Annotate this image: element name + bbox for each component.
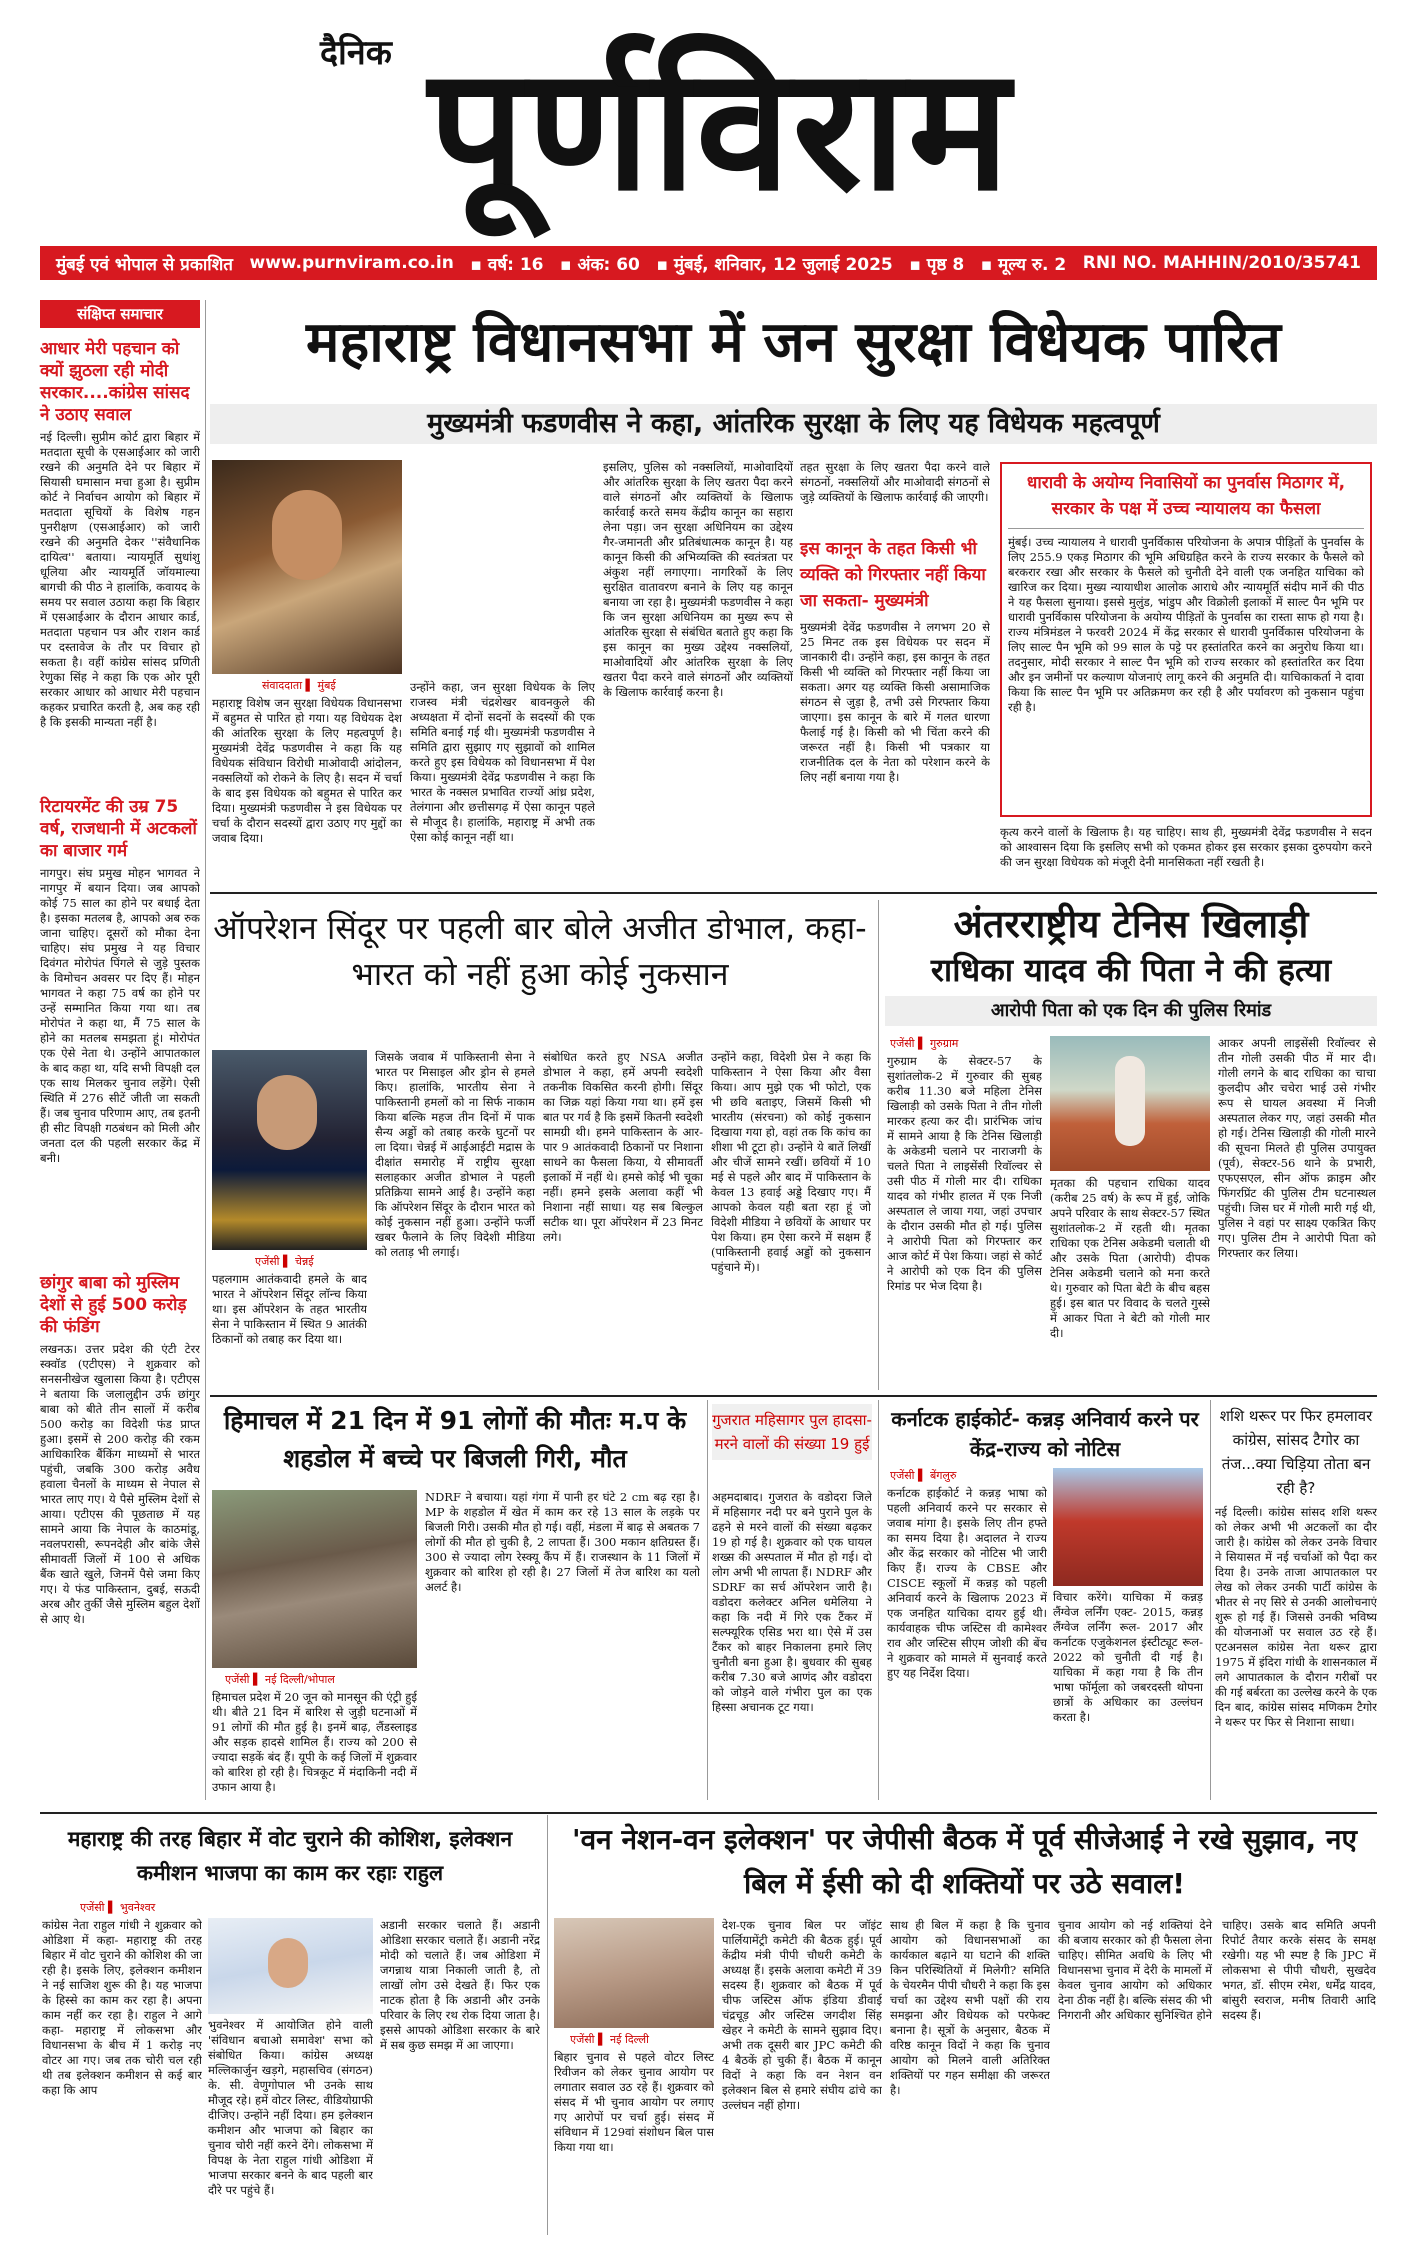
date: ▪ मुंबई, शनिवार, 12 जुलाई 2025 xyxy=(656,254,893,275)
shashi-body: नई दिल्ली। कांग्रेस सांसद शशि थरूर को लेकर अभी भी अटकलों का दौर जारी है। कांग्रेस को लेकर उनके विचार ने सियासत में नई चर्चाओं को पैदा कर दिया है। उनके ताजा आपातकाल पर लेख को लेकर उनकी पार्टी कांग्रेस के भीतर से नए सिरे से उनकी आलोचनाएं शुरू हो गई हैं। जिससे उनकी भविष्य की योजनाओं पर सवाल उठ रहे हैं। एटअनसल कांग्रेस नेता थरूर द्वारा 1975 में इंदिरा गांधी के शासनकाल में लगे आपातकाल के दौरान गरीबों पर की गई बर्बरता का उल्लेख करने के एक दिन बाद, कांग्रेस सांसद मणिकम टैगोर ने थरूर पर फिर से निशाना साधा। xyxy=(1215,1505,1377,1729)
himachal-headline: हिमाचल में 21 दिन में 91 लोगों की मौतः म.प के शहडोल में बच्चे पर बिजली गिरी, मौत xyxy=(223,1406,687,1473)
website-link[interactable]: www.purnviram.co.in xyxy=(249,253,454,273)
issue: ▪ अंक: 60 xyxy=(560,254,640,275)
himachal-credit: एजेंसी ▌ नई दिल्ली/भोपाल xyxy=(225,1673,335,1686)
karnataka-credit: एजेंसी ▌ बेंगलुरु xyxy=(890,1469,957,1482)
section-divider-2 xyxy=(210,1395,1377,1397)
lead-col-1: महाराष्ट्र विशेष जन सुरक्षा विधेयक विधानसभा में बहुमत से पारित हो गया। यह विधेयक देश की आंतरिक सुरक्षा के लिए महत्वपूर्ण है। मुख्यमंत्री देवेंद्र फडणवीस ने कहा कि यह विधेयक संविधान विरोधी माओवादी आंदोलन, नक्सलियों को रोकने के लिए है। सदन में चर्चा के बाद इस विधेयक को बहुमत से पारित कर दिया। मुख्यमंत्री फडणवीस ने इस विधेयक पर चर्चा के दौरान सदस्यों द्वारा उठाए गए मुद्दों का जवाब दिया। xyxy=(212,696,402,845)
onenation-col-1: देश-एक चुनाव बिल पर जॉइंट पार्लियामेंट्री कमेटी की बैठक हुई। पूर्व केंद्रीय मंत्री पीपी चौधरी कमेटी के अध्यक्ष हैं। इसके अलावा कमेटी में 39 सदस्य हैं। शुक्रवार को बैठक में पूर्व चीफ जस्टिस ऑफ इंडिया डीवाई चंद्रचूड़ और जस्टिस जगदीश सिंह खेहर ने कमेटी के सामने सुझाव दिए। अभी तक दूसरी बार JPC कमेटी की 4 बैठकें हो चुकी हैं। बैठक में कानून विदों ने कहा कि वन नेशन वन इलेक्शन बिल से हमारे संघीय ढांचे का उल्लंघन नहीं होगा। xyxy=(722,1918,882,2112)
masthead-title: पूर्णविराम xyxy=(428,31,1012,229)
tennis-photo xyxy=(1050,1036,1210,1171)
pages: ▪ पृष्ठ 8 xyxy=(909,254,965,275)
doval-col-4: उन्होंने कहा, विदेशी प्रेस ने कहा कि पाकिस्तान ने ऐसा किया और वैसा किया। आप मुझे एक भी फोटो, एक भी छवि बताइए, जिसमें किसी भी भारतीय (संरचना) को कोई नुकसान दिखाया गया हो, वहां तक कि कांच का शीशा भी टूटा हो। उन्होंने ये बातें लिखीं और चीजें सामने रखीं। छवियों में 10 मई से पहले और बाद में पाकिस्तान के केवल 13 हवाई अड्डे दिखाए गए। मैं आपको केवल यही बता रहा हूं जो विदेशी मीडिया ने छवियों के आधार पर पेश किया। हम ऐसा करने में सक्षम हैं (पाकिस्तानी हवाई अड्डों को नुकसान पहुंचाने में)। xyxy=(711,1050,871,1274)
tennis-headline-2: राधिका यादव की पिता ने की हत्या xyxy=(930,951,1332,989)
doval-credit: एजेंसी ▌ चेन्नई xyxy=(255,1255,314,1268)
price: ▪ मूल्य रु. 2 xyxy=(980,254,1067,275)
tennis-credit: एजेंसी ▌ गुरुग्राम xyxy=(890,1037,959,1050)
published-from: मुंबई एवं भोपाल से प्रकाशित xyxy=(56,254,233,275)
brief-3-body: लखनऊ। उत्तर प्रदेश की एंटी टेरर स्क्वॉड (एटीएस) ने शुक्रवार को सनसनीखेज खुलासा किया है। एटीएस ने बताया कि जलालुद्दीन उर्फ छांगुर बाबा को बीते तीन सालों में करीब 500 करोड़ का विदेशी फंड प्राप्त हुआ। इसमें से 200 करोड़ की रकम आधिकारिक बैंकिंग माध्यमों से भारत पहुंची, जबकि 300 करोड़ अवैध हवाला चैनलों के माध्यम से नेपाल से भारत लाए गए। ये पैसे मुस्लिम देशों से आया। एटीएस की पूछताछ में यह सामने आया कि नेपाल के काठमांडू, नवलपरासी, रूपनदेही और बांके जैसे सीमावर्ती जिलों में 100 से अधिक बैंक खाते खुले, जिनमें पैसे जमा किए गए। ये फंड पाकिस्तान, दुबई, सऊदी अरब और तुर्की जैसे मुस्लिम बहुल देशों से आए थे। xyxy=(40,1342,200,1626)
onenation-col-4: चुनाव आयोग को नई शक्तियां देने की बजाय सरकार को ही फैसला लेना चाहिए। सीमित अवधि के लिए भी विधानसभा चुनाव में देरी के मामलों में केवल चुनाव आयोग को अधिकार देना ठीक नहीं है। बल्कि संसद की भी निगरानी और अधिकार सुनिश्चित होने चाहिए। उसके बाद समिति अपनी रिपोर्ट तैयार करके संसद के समक्ष रखेगी। यह भी स्पष्ट है कि JPC में लोकसभा से पीपी चौधरी, सुखदेव भगत, डॉ. सीएम रमेश, धर्मेंद्र यादव, बांसुरी स्वराज, मनीष तिवारी आदि सदस्य हैं। xyxy=(1058,1918,1376,2022)
masthead-daily: दैनिक xyxy=(320,33,392,73)
col-divider-gujarat xyxy=(707,1400,708,1800)
dharavi-box xyxy=(1000,462,1372,817)
onenation-credit: एजेंसी ▌ नई दिल्ली xyxy=(570,2033,649,2046)
doval-headline: ऑपरेशन सिंदूर पर पहली बार बोले अजीत डोभाल, कहा- भारत को नहीं हुआ कोई नुकसान xyxy=(213,909,867,993)
lead-col-2: उन्होंने कहा, जन सुरक्षा विधेयक के लिए राजस्व मंत्री चंद्रशेखर बावनकुले की अध्यक्षता में दोनों सदनों के सदस्यों की एक समिति बनाई गई थी। मुख्यमंत्री फडणवीस ने समिति द्वारा सुझाए गए सुझावों को शामिल करते हुए इस विधेयक को विधानसभा में पेश किया। मुख्यमंत्री देवेंद्र फडणवीस ने कहा कि भारत के नक्सल प्रभावित राज्यों आंध्र प्रदेश, तेलंगाना और छत्तीसगढ़ में ऐसा कानून पहले से मौजूद है। हालांकि, महाराष्ट्र में अभी तक ऐसा कोई कानून नहीं था। xyxy=(410,680,595,844)
rahul-col-2: भुवनेश्वर में आयोजित होने वाली 'संविधान बचाओ समावेश' सभा को संबोधित किया। कांग्रेस अध्यक्ष मल्लिकार्जुन खड़गे, महासचिव (संगठन) के. सी. वेणुगोपाल भी उनके साथ मौजूद रहे। हमें वोटर लिस्ट, वीडियोग्राफी दीजिए। उन्होंने नहीं दिया। हम इलेक्शन कमीशन और भाजपा को बिहार का चुनाव चोरी नहीं करने देंगे। लोकसभा में विपक्ष के नेता राहुल गांधी ओडिशा में भाजपा सरकार बनने के बाद पहली बार दौरे पर पहुंचे हैं। xyxy=(208,2018,373,2197)
onenation-photo xyxy=(554,1918,714,2028)
col-divider-onenation xyxy=(547,1815,548,2235)
lead-col-5: कृत्य करने वालों के खिलाफ है। यह चाहिए। साथ ही, मुख्यमंत्री देवेंद्र फडणवीस ने सदन को आश्वासन दिया कि इसलिए सभी को एकमत होकर इस सरकार इसका दुरुपयोग करने की जन सुरक्षा विधेयक को मंजूरी देनी मानसिकता नहीं रखती है। xyxy=(1000,825,1372,869)
karnataka-headline: कर्नाटक हाईकोर्ट- कन्नड़ अनिवार्य करने पर केंद्र-राज्य को नोटिस xyxy=(891,1407,1199,1461)
lead-col-4a: तहत सुरक्षा के लिए खतरा पैदा करने वाले संगठनों, नक्सलियों और माओवादी संगठनों से जुड़े व्यक्तियों के खिलाफ कार्रवाई की जाएगी। xyxy=(800,460,990,504)
rni-number: RNI NO. MAHHIN/2010/35741 xyxy=(1082,253,1361,273)
lead-col-4 xyxy=(800,460,990,885)
himachal-col-2: NDRF ने बचाया। यहां गंगा में पानी हर घंटे 2 cm बढ़ रहा है। MP के शहडोल में खेत में काम कर रहे 13 साल के लड़के पर बिजली गिरी। उसकी मौत हो गई। वहीं, मंडला में बाढ़ से अबतक 7 लोगों की मौत हो चुकी है, 2 लापता हैं। 300 मकान क्षतिग्रस्त हैं। 300 से ज्यादा लोग रेस्क्यू कैंप में हैं। राजस्थान के 11 जिलों में शुक्रवार को बारिश हो रही है। 27 जिलों में तेज बारिश का यलो अलर्ट है। xyxy=(425,1490,700,1594)
col-divider-tennis xyxy=(878,900,879,1390)
section-divider-1 xyxy=(210,892,1377,894)
col-divider-karnataka xyxy=(878,1400,879,1800)
gujarat-headline: गुजरात महिसागर पुल हादसा- मरने वालों की संख्या 19 हुई xyxy=(712,1404,872,1460)
tennis-col-1: गुरुग्राम के सेक्टर-57 के सुशांतलोक-2 में गुरुवार की सुबह करीब 11.30 बजे महिला टेनिस खिलाड़ी को उसके पिता ने तीन गोली मारकर हत्या कर दी। प्रारंभिक जांच में सामने आया है कि टेनिस खिलाड़ी के अकेडमी चलाने पर नाराजगी के चलते पिता ने लाइसेंसी रिवॉल्वर से उसी पीठ में गोली मार दी। राधिका यादव को गंभीर हालत में एक निजी अस्पताल ले जाया गया, जहां उपचार के दौरान उसकी मौत हो गई। पुलिस ने आरोपी पिता को गिरफ्तार कर आज कोर्ट में पेश किया। जहां से कोर्ट ने आरोपी को एक दिन की पुलिस रिमांड पर भेज दिया है। xyxy=(887,1054,1042,1293)
tennis-col-2: मृतका की पहचान राधिका यादव (करीब 25 वर्ष) के रूप में हुई, जोकि अपने परिवार के साथ सेक्टर-57 स्थित सुशांतलोक-2 में रहती थी। मृतका राधिका एक टेनिस अकेडमी चलाती थी और उसके पिता (आरोपी) दीपक टेनिस अकेडमी चलाने को मना करते थे। गुरुवार को पिता बेटी के बीच बहस हुई। इस बात पर विवाद के चलते गुस्से में आकर पिता ने बेटी को गोली मार दी। xyxy=(1050,1176,1210,1340)
himachal-photo xyxy=(212,1490,417,1668)
person-shape xyxy=(272,490,342,580)
lead-credit: संवाददाता ▌ मुंबई xyxy=(262,679,336,692)
person-shape xyxy=(257,1075,317,1150)
person-shape xyxy=(268,1938,308,1988)
sidebar-tag: संक्षिप्त समाचार xyxy=(40,300,200,328)
tennis-headline-1: अंतरराष्ट्रीय टेनिस खिलाड़ी xyxy=(953,902,1309,946)
rahul-headline: महाराष्ट्र की तरह बिहार में वोट चुराने की कोशिश, इलेक्शन कमीशन भाजपा का काम कर रहाः राहुल xyxy=(67,1827,513,1885)
rahul-credit: एजेंसी ▌ भुवनेश्वर xyxy=(80,1901,156,1914)
lead-col-4b: मुख्यमंत्री देवेंद्र फडणवीस ने लगभग 20 से 25 मिनट तक इस विधेयक पर सदन में जानकारी दी। उन्होंने कहा, इस कानून के तहत किसी भी व्यक्ति को गिरफ्तार नहीं किया जा सकता। अगर यह व्यक्ति किसी असामाजिक संगठन से जुड़ा है, तभी उसे गिरफ्तार किया जाएगा। इस कानून के बारे में गलत धारणा फैलाई गई है। किसी को भी चिंता करने की जरूरत नहीं है। किसी भी पत्रकार या राजनीतिक दल के नेता को परेशान करने के लिए नहीं बनाया गया है। xyxy=(800,620,990,784)
lead-subhead: मुख्यमंत्री फडणवीस ने कहा, आंतरिक सुरक्षा के लिए यह विधेयक महत्वपूर्ण xyxy=(210,404,1377,444)
onenation-col-2: बिहार चुनाव से पहले वोटर लिस्ट रिवीजन को लेकर चुनाव आयोग पर लगातार सवाल उठ रहे हैं। शुक्रवार को संसद में भी चुनाव आयोग पर लगाए गए आरोपों पर चर्चा हुई। संसद में संविधान में 129वां संशोधन बिल पास किया गया था। xyxy=(554,2050,714,2154)
onenation-headline: 'वन नेशन-वन इलेक्शन' पर जेपीसी बैठक में पूर्व सीजेआई ने रखे सुझाव, नए बिल में ईसी को दी शक्तियों पर उठे सवाल! xyxy=(572,1823,1357,1900)
col-divider-shashi xyxy=(1210,1400,1211,1800)
lead-col-4-head: इस कानून के तहत किसी भी व्यक्ति को गिरफ्तार नहीं किया जा सकता- मुख्यमंत्री xyxy=(800,539,986,611)
karnataka-col-2: विचार करेंगे। याचिका में कन्नड़ लैंग्वेज लर्निंग एक्ट- 2015, कन्नड़ लैंग्वेज लर्निंग रूल- 2017 और कर्नाटक एजुकेशनल इंस्टीट्यूट रूल- 2022 को चुनौती दी गई है। याचिका में कहा गया है कि तीन भाषा फॉर्मूला को जबरदस्ती थोपना छात्रों के अधिकार का उल्लंघन करता है। xyxy=(1053,1590,1203,1724)
gujarat-body: अहमदाबाद। गुजरात के वडोदरा जिले में महिसागर नदी पर बने पुराने पुल के ढहने से मरने वालों की संख्या बढ़कर 19 हो गई है। शुक्रवार को एक घायल शख्स की अस्पताल में मौत हो गई। दो लोग अभी भी लापता हैं। NDRF और SDRF का सर्च ऑपरेशन जारी है। वडोदरा कलेक्टर अनिल धमेलिया ने कहा कि नदी में गिरे एक टैंकर में सल्फ्यूरिक एसिड भरा था। ऐसे में उस टैंकर को बाहर निकालना हमारे लिए चुनौती बना हुआ है। बुधवार की सुबह करीब 7.30 बजे आणंद और वडोदरा को जोड़ने वाले गंभीरा पुल का एक हिस्सा अचानक टूट गया। xyxy=(712,1490,872,1714)
year: ▪ वर्ष: 16 xyxy=(470,254,544,275)
tennis-col-3: आकर अपनी लाइसेंसी रिवॉल्वर से तीन गोली उसकी पीठ में मार दी। गोली लगने के बाद राधिका का चाचा कुलदीप और चचेरा भाई उसे गंभीर रूप से घायल अवस्था में निजी अस्पताल लेकर गए, जहां उसकी मौत हो गई। टेनिस खिलाड़ी की गोली मारने की सूचना मिलते ही पुलिस उपायुक्त (पूर्व), सेक्टर-56 थाने के प्रभारी, एफएसएल, सीन ऑफ क्राइम और फिंगरप्रिंट की पुलिस टीम घटनास्थल पहुंची। जिस घर में गोली मारी गई थी, पुलिस ने वहां पर साक्ष्य एकत्रित किए गए। पुलिस टीम ने आरोपी पिता को गिरफ्तार कर लिया। xyxy=(1218,1036,1376,1260)
brief-2-title: रिटायरमेंट की उम्र 75 वर्ष, राजधानी में अटकलों का बाजार गर्म xyxy=(40,797,197,861)
dharavi-headline: धारावी के अयोग्य निवासियों का पुनर्वास मिठागर में, सरकार के पक्ष में उच्च न्यायालय का फैसला xyxy=(1026,473,1346,519)
doval-photo xyxy=(212,1050,367,1250)
lead-col-3: इसलिए, पुलिस को नक्सलियों, माओवादियों और आंतरिक सुरक्षा के लिए खतरा पैदा करने वाले संगठनों और व्यक्तियों के खिलाफ कार्रवाई करते समय केंद्रीय कानून का सहारा लेना पड़ा। जन सुरक्षा अधिनियम का उद्देश्य गैर-जमानती और प्रतिबंधात्मक कानून है। यह कानून किसी की अभिव्यक्ति की स्वतंत्रता पर अंकुश नहीं लगाएगा। नागरिकों के लिए सुरक्षित वातावरण बनाने के लिए यह कानून बनाया जा रहा है। मुख्यमंत्री फडणवीस ने कहा कि जन सुरक्षा अधिनियम का मुख्य रूप से आंतरिक सुरक्षा से संबंधित बताते हुए कहा कि इस कानून का मुख्य उद्देश्य नक्सलियों, माओवादियों और आंतरिक सुरक्षा के लिए खतरा पैदा करने वाले संगठनों और व्यक्तियों के खिलाफ कार्रवाई करना है। xyxy=(603,460,793,699)
rahul-photo xyxy=(208,1918,373,2014)
person-shape xyxy=(1115,1056,1145,1146)
dharavi-body: मुंबई। उच्च न्यायालय ने धारावी पुनर्विकास परियोजना के अपात्र पीड़ितों के पुनर्वास के लिए 255.9 एकड़ मिठागर की भूमि अधिग्रहित करने के राज्य सरकार के फैसले को बरकरार रखा और सरकार के फैसले को चुनौती देने वाली एक जनहित याचिका को खारिज कर दिया। मुख्य न्यायाधीश आलोक आराधे और न्यायमूर्ति संदीप मार्ने की पीठ ने यह फैसला सुनाया। इससे मुलुंड, भांडुप और विक्रोली इलाकों में साल्ट पैन भूमि पर धारावी पुनर्विकास परियोजना के अयोग्य पीड़ितों के पुनर्वास का रास्ता साफ हो गया है। राज्य मंत्रिमंडल ने फरवरी 2024 में केंद्र सरकार से धारावी पुनर्विकास परियोजना के लिए साल्ट पैन भूमि को 99 साल के पट्टे पर हस्तांतरित करने का अनुरोध किया था। तदनुसार, मोदी सरकार ने साल्ट पैन भूमि को राज्य सरकार को हस्तांतरित कर दिया और इन जमीनों पर कल्याण योजनाएं लागू करने की अनुमति दी। याचिकाकर्ता ने दावा किया कि साल्ट पैन भूमि पर अतिक्रमण कर रही है और पर्यावरण को नुकसान पहुंचा रही है। xyxy=(1008,535,1364,714)
onenation-col-3: साथ ही बिल में कहा है कि चुनाव आयोग को विधानसभाओं का कार्यकाल बढ़ाने या घटाने की शक्ति किन परिस्थितियों में मिलेगी? समिति के चेयरमैन पीपी चौधरी ने कहा कि इस चर्चा का उद्देश्य सभी पक्षों की राय समझना और विधेयक को परफेक्ट बनाना है। सूत्रों के अनुसार, बैठक में वरिष्ठ कानून विदों ने कहा कि चुनाव आयोग को मिलने वाली अतिरिक्त शक्तियों पर गहन समीक्षा की जरूरत है। xyxy=(890,1918,1050,2097)
brief-1-body: नई दिल्ली। सुप्रीम कोर्ट द्वारा बिहार में मतदाता सूची के एसआईआर को जारी रखने की अनुमति देने पर बिहार में सियासी घमासान मचा हुआ है। सुप्रीम कोर्ट ने निर्वाचन आयोग को बिहार में मतदाता सूचियों के विशेष गहन पुनरीक्षण (एसआईआर) को जारी रखने की अनुमति देकर ''संवैधानिक दायित्व'' बताया। न्यायमूर्ति सुधांशु धूलिया और न्यायमूर्ति जॉयमाल्या बागची की पीठ ने हालांकि, कवायद के समय पर सवाल उठाया कहा कि बिहार में एसआईआर के दौरान आधार कार्ड, मतदाता पहचान पत्र और राशन कार्ड पर दस्तावेज के तौर पर विचार हो सकता है। वहीं कांग्रेस सांसद प्रणिती रेणुका सिंह ने कहा कि एक ओर पूरी सरकार आधार को आधार मेरी पहचान कहकर प्रचारित करती है, अब कह रही है कि इसकी मान्यता नहीं है। xyxy=(40,430,200,729)
rahul-col-1: कांग्रेस नेता राहुल गांधी ने शुक्रवार को ओडिशा में कहा- महाराष्ट्र की तरह बिहार में वोट चुराने की कोशिश की जा रही है। इसके लिए, इलेक्शन कमीशन ने नई साजिश शुरू की है। यह भाजपा के हिस्से का काम कर रहा है। अपना काम नहीं कर रहा है। राहुल ने आगे कहा- महाराष्ट्र में लोकसभा और विधानसभा के बीच में 1 करोड़ नए वोटर आ गए। जब तक चोरी चल रही थी तब इलेक्शन कमीशन से कई बार कहा कि आप xyxy=(42,1918,202,2097)
lead-photo xyxy=(212,460,402,674)
karnataka-col-1: कर्नाटक हाईकोर्ट ने कन्नड़ भाषा को पहली अनिवार्य करने पर सरकार से जवाब मांगा है। इसके लिए तीन हफ्ते का समय दिया है। अदालत ने राज्य और केंद्र सरकार को नोटिस भी जारी किए हैं। राज्य के CBSE और CISCE स्कूलों में कन्नड़ को पहली अनिवार्य करने के खिलाफ 2023 में एक जनहित याचिका दायर हुई थी। कार्यवाहक चीफ जस्टिस वी कामेश्वर राव और जस्टिस सीएम जोशी की बेंच ने शुक्रवार को मामले में सुनवाई करते हुए यह निर्देश दिया। xyxy=(887,1486,1047,1680)
brief-3-title: छांगुर बाबा को मुस्लिम देशों से हुई 500 करोड़ की फंडिंग xyxy=(40,1273,187,1337)
lead-headline: महाराष्ट्र विधानसभा में जन सुरक्षा विधेयक पारित xyxy=(306,310,1281,375)
sidebar-briefs xyxy=(40,300,200,1820)
himachal-col-1: हिमाचल प्रदेश में 20 जून को मानसून की एंट्री हुई थी। बीते 21 दिन में बारिश से जुड़ी घटनाओं में 91 लोगों की मौत हुई है। इनमें बाढ़, लैंडस्लाइड और सड़क हादसे शामिल हैं। राज्य को 200 से ज्यादा सड़कें बंद हैं। यूपी के कई जिलों में शुक्रवार को बारिश हो रही है। चित्रकूट में मंदाकिनी नदी में उफान आया है। xyxy=(212,1690,417,1794)
brief-2-body: नागपुर। संघ प्रमुख मोहन भागवत ने नागपुर में बयान दिया। जब आपको कोई 75 साल का होने पर बधाई देता है। इसका मतलब है, आपको अब रुक जाना चाहिए। दूसरों को मौका देना चाहिए। संघ प्रमुख ने यह विचार दिवंगत मोरोपंत पिंगले से जुड़े पुस्तक के विमोचन अवसर पर दिए हैं। मोहन भागवत ने कहा 75 वर्ष का होने पर उन्हें सम्मानित किया गया था। तब मोरोपंत ने कहा था, मैं 75 साल के होने का मतलब समझता हूं। मोरोपंत एक ऐसे नेता थे। उन्होंने आपातकाल के बाद कहा था, यदि सभी विपक्षी दल एक साथ मिलकर चुनाव लड़ेंगे। ऐसी स्थिति में 276 सीटें जीती जा सकती हैं। जब चुनाव परिणाम आए, तब इतनी ही सीट विपक्षी गठबंधन को मिली और जनता दल की पहली सरकार केंद्र में बनी। xyxy=(40,866,200,1165)
karnataka-photo xyxy=(1053,1468,1203,1586)
section-divider-3 xyxy=(40,1812,1377,1814)
doval-col-2: जिसके जवाब में पाकिस्तानी सेना ने भारत पर मिसाइल और ड्रोन से हमले किए। हालांकि, भारतीय सेना ने पाकिस्तानी हमलों को ना सिर्फ नाकाम किया बल्कि महज तीन दिनों में पाक सैन्य अड्डों को तबाह करके घुटनों पर ला दिया। चेन्नई में आईआईटी मद्रास के दीक्षांत समारोह में राष्ट्रीय सुरक्षा सलाहकार अजीत डोभाल ने पहली प्रतिक्रिया सामने आई है। उन्होंने कहा कि ऑपरेशन सिंदूर के दौरान भारत को कोई नुकसान नहीं हुआ। उन्होंने फर्जी खबर फैलाने के लिए विदेशी मीडिया को लताड़ भी लगाई। xyxy=(375,1050,535,1259)
rahul-col-3: अडानी सरकार चलाते हैं। अडानी ओडिशा सरकार चलाते हैं। अडानी नरेंद्र मोदी को चलाते हैं। जब ओडिशा में जगन्नाथ यात्रा निकाली जाती है, तो लाखों लोग उसे देखते हैं। फिर एक नाटक होता है कि अडानी और उनके परिवार के लिए रथ रोक दिया जाता है। इससे आपको ओडिशा सरकार के बारे में सब कुछ समझ में आ जाएगा। xyxy=(380,1918,540,2052)
masthead-info-bar xyxy=(40,246,1377,280)
brief-1-title: आधार मेरी पहचान को क्यों झुठला रही मोदी सरकार....कांग्रेस सांसद ने उठाए सवाल xyxy=(40,339,190,425)
shashi-headline: शशि थरूर पर फिर हमलावर कांग्रेस, सांसद टैगोर का तंज...क्या चिड़िया तोता बन रही है? xyxy=(1219,1407,1373,1497)
tennis-subhead: आरोपी पिता को एक दिन की पुलिस रिमांड xyxy=(885,996,1377,1026)
doval-col-1: पहलगाम आतंकवादी हमले के बाद भारत ने ऑपरेशन सिंदूर लॉन्च किया था। इस ऑपरेशन के तहत भारतीय सेना ने पाकिस्तान में स्थित 9 आतंकी ठिकानों को तबाह कर दिया था। xyxy=(212,1272,367,1346)
doval-col-3: संबोधित करते हुए NSA अजीत डोभाल ने कहा, हमें अपनी स्वदेशी तकनीक विकसित करनी होगी। सिंदूर का जिक्र यहां किया गया था। हमें इस बात पर गर्व है कि इसमें कितनी स्वदेशी सामग्री थी। हमने पाकिस्तान के आर-पार 9 आतंकवादी ठिकानों पर निशाना साधने का फैसला किया, ये सीमावर्ती इलाकों में नहीं थे। हमसे कोई भी चूका नहीं। हमने इसके अलावा कहीं भी निशाना नहीं साधा। यह सब बिल्कुल सटीक था। पूरा ऑपरेशन में 23 मिनट लगे। xyxy=(543,1050,703,1244)
sidebar-divider xyxy=(205,300,206,1800)
